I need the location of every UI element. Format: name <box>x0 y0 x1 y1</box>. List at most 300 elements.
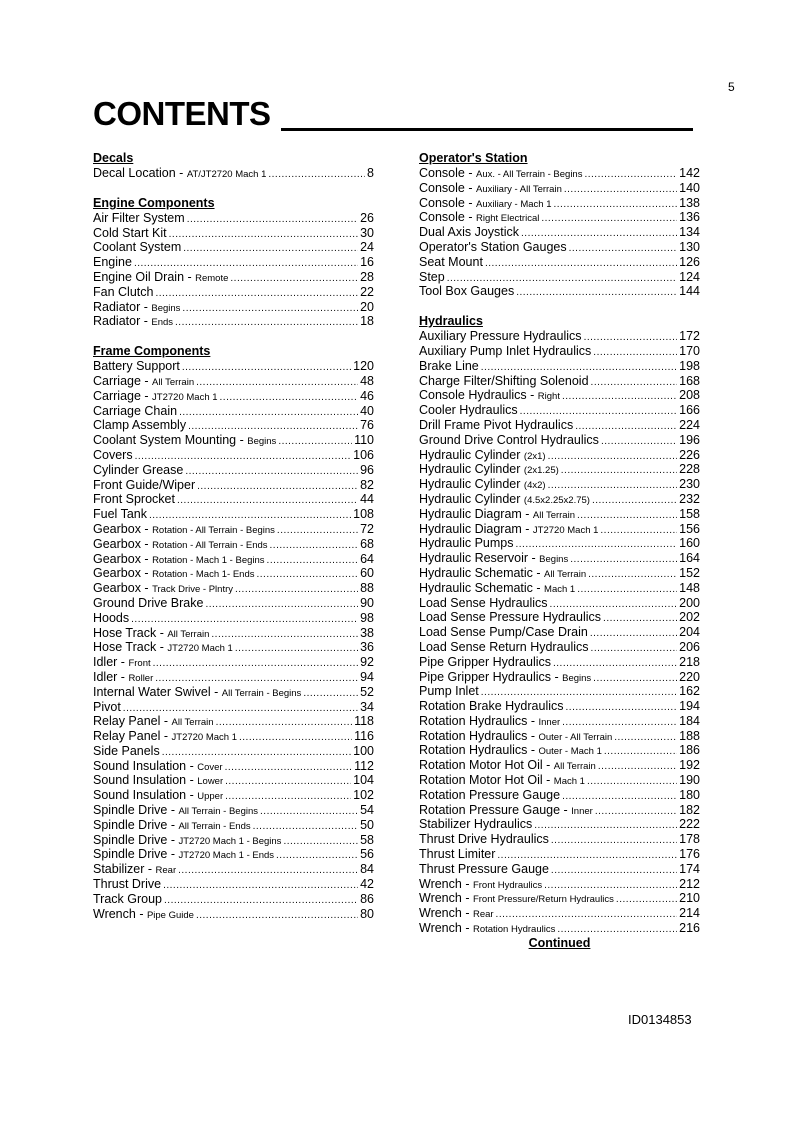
toc-entry[interactable] <box>93 759 374 774</box>
entry-qualifier: JT2720 Mach 1 <box>167 643 233 655</box>
toc-entry[interactable] <box>93 522 374 537</box>
toc-entry[interactable] <box>419 388 700 403</box>
dot-leader <box>235 583 358 598</box>
entry-name: Gearbox <box>93 566 141 581</box>
entry-page-number: 226 <box>679 447 700 462</box>
entry-title <box>419 640 589 655</box>
entry-qualifier: AT/JT2720 Mach 1 <box>186 169 267 180</box>
toc-entry[interactable] <box>419 433 700 448</box>
entry-qualifier: Right Electrical <box>475 213 540 225</box>
entry-title <box>93 507 147 522</box>
section-heading: Frame Components <box>93 344 211 359</box>
dot-leader <box>197 480 358 495</box>
toc-entry[interactable] <box>93 418 374 433</box>
toc-entry[interactable] <box>419 329 700 344</box>
toc-entry[interactable] <box>93 492 374 507</box>
entry-name: Hydraulic Diagram <box>419 506 522 521</box>
entry-page-number: 88 <box>360 581 374 596</box>
entry-title: Gearbox - Track Drive - Plntry <box>93 581 233 596</box>
toc-right-column <box>419 151 700 951</box>
dot-leader <box>205 598 358 613</box>
dot-leader <box>185 465 358 480</box>
entry-title <box>419 817 532 832</box>
dot-leader <box>569 242 678 257</box>
entry-title: Hose Track - JT2720 Mach 1 <box>93 640 233 655</box>
toc-entry[interactable] <box>419 817 700 832</box>
dot-leader <box>270 539 359 554</box>
dot-leader <box>551 864 677 879</box>
entry-page-number: 50 <box>360 817 374 832</box>
toc-entry[interactable] <box>419 610 700 625</box>
entry-name: Sound Insulation <box>93 773 187 788</box>
entry-page-number: 28 <box>360 269 374 284</box>
toc-entry[interactable] <box>93 847 374 862</box>
dot-leader <box>183 242 358 257</box>
entry-page-number: 152 <box>679 565 700 580</box>
entry-page-number: 168 <box>679 373 700 388</box>
entry-page-number: 58 <box>360 832 374 847</box>
dot-leader <box>516 286 677 301</box>
entry-page-number: 124 <box>679 269 700 284</box>
toc-entry[interactable] <box>93 581 374 596</box>
entry-qualifier: JT2720 Mach 1 - Begins <box>178 835 282 847</box>
entry-title <box>93 492 175 507</box>
entry-page-number: 194 <box>679 699 700 714</box>
entry-page-number: 48 <box>360 373 374 388</box>
dot-leader <box>551 834 677 849</box>
entry-title: Hydraulic Diagram - JT2720 Mach 1 <box>419 521 599 536</box>
entry-name: Dual Axis Joystick <box>419 225 520 240</box>
entry-name: Spindle Drive <box>93 803 168 818</box>
toc-entry[interactable] <box>93 892 374 907</box>
entry-qualifier: Aux. - All Terrain - Begins <box>475 169 583 180</box>
entry-title: Console - Right Electrical <box>419 210 540 225</box>
entry-name: Carriage <box>93 388 141 403</box>
entry-page-number: 54 <box>360 803 374 818</box>
entry-qualifier: Auxiliary - Mach 1 <box>475 198 552 210</box>
toc-entry[interactable] <box>93 314 374 329</box>
entry-title <box>419 832 549 847</box>
entry-title: Sound Insulation - Upper <box>93 788 224 803</box>
entry-qualifier: Outer - All Terrain <box>538 731 613 743</box>
toc-entry[interactable] <box>419 566 700 581</box>
toc-entry[interactable] <box>419 670 700 685</box>
entry-page-number: 76 <box>360 418 374 433</box>
entry-qualifier: All Terrain <box>167 628 210 640</box>
entry-page-number: 140 <box>679 180 700 195</box>
entry-name: Load Sense Return Hydraulics <box>419 639 589 654</box>
toc-entry[interactable] <box>93 552 374 567</box>
toc-entry[interactable] <box>419 255 700 270</box>
entry-qualifier: All Terrain <box>532 509 575 521</box>
toc-entry[interactable] <box>93 685 374 700</box>
entry-name: Carriage <box>93 373 141 388</box>
toc-entry[interactable] <box>93 478 374 493</box>
toc-entry[interactable] <box>93 596 374 611</box>
section-heading: Operator's Station <box>419 151 528 165</box>
entry-title: Wrench - Rear <box>419 906 494 921</box>
toc-entry[interactable] <box>419 477 700 492</box>
toc-entry[interactable] <box>93 907 374 922</box>
entry-qualifier: (2x1) <box>523 450 546 462</box>
entry-name: Load Sense Pump/Case Drain <box>419 625 588 640</box>
entry-name: Track Group <box>93 891 163 906</box>
toc-left-column <box>93 151 374 936</box>
entry-title: Console - Aux. - All Terrain - Begins <box>419 166 583 180</box>
entry-page-number: 230 <box>679 477 700 492</box>
toc-section-operator-s-station <box>419 151 700 299</box>
toc-entry[interactable] <box>419 891 700 906</box>
dot-leader <box>587 775 677 790</box>
entry-name: Rotation Pressure Gauge <box>419 802 561 817</box>
toc-entry[interactable] <box>419 862 700 877</box>
entry-name: Hydraulic Schematic <box>419 565 533 580</box>
toc-entry[interactable] <box>419 551 700 566</box>
toc-entry[interactable] <box>93 166 374 181</box>
toc-entry[interactable] <box>419 507 700 522</box>
toc-entry[interactable] <box>93 463 374 478</box>
entry-name: Coolant System <box>93 240 182 255</box>
entry-qualifier: Ends <box>151 317 174 329</box>
toc-entry[interactable] <box>93 433 374 448</box>
toc-entry[interactable] <box>93 374 374 389</box>
entry-name: Relay Panel <box>93 714 161 729</box>
entry-name: Pipe Gripper Hydraulics <box>419 654 551 669</box>
toc-entry[interactable] <box>419 773 700 788</box>
toc-entry[interactable] <box>419 344 700 359</box>
entry-name: Stabilizer <box>93 862 145 877</box>
entry-title <box>93 255 132 270</box>
entry-qualifier: Begins <box>247 436 277 448</box>
toc-entry[interactable] <box>419 522 700 537</box>
entry-qualifier: Rear <box>472 909 494 921</box>
dot-leader <box>187 213 358 228</box>
entry-title <box>93 700 121 715</box>
entry-name: Ground Drive Control Hydraulics <box>419 432 599 447</box>
entry-page-number: 162 <box>679 684 700 699</box>
entry-title: Internal Water Swivel - All Terrain - Begins <box>93 684 302 699</box>
entry-title <box>419 374 589 389</box>
entry-qualifier: All Terrain - Begins <box>221 687 302 699</box>
entry-page-number: 148 <box>679 580 700 595</box>
entry-title <box>419 536 513 551</box>
entry-page-number: 218 <box>679 654 700 669</box>
toc-entry[interactable] <box>419 906 700 921</box>
dot-leader <box>562 390 677 405</box>
dot-leader <box>591 376 678 391</box>
toc-entry[interactable] <box>93 285 374 300</box>
entry-page-number: 210 <box>679 891 700 906</box>
toc-entry[interactable] <box>93 700 374 715</box>
dot-leader <box>196 909 358 924</box>
entry-qualifier: Track Drive - Plntry <box>152 584 233 596</box>
entry-page-number: 8 <box>367 166 374 180</box>
entry-title: Hydraulic Schematic - All Terrain <box>419 565 587 580</box>
toc-entry[interactable] <box>419 462 700 477</box>
entry-name: Thrust Drive Hydraulics <box>419 832 549 847</box>
entry-page-number: 172 <box>679 329 700 344</box>
toc-entry[interactable] <box>419 359 700 374</box>
dot-leader <box>182 361 351 376</box>
toc-entry[interactable] <box>93 255 374 270</box>
dot-leader <box>593 346 677 361</box>
entry-name: Thrust Pressure Gauge <box>419 861 549 876</box>
toc-entry[interactable] <box>93 729 374 744</box>
entry-qualifier: Rotation - Mach 1- Ends <box>152 569 255 581</box>
toc-entry[interactable] <box>419 803 700 818</box>
entry-title <box>93 744 160 759</box>
entry-name: Spindle Drive <box>93 832 168 847</box>
entry-title: Radiator - Begins <box>93 299 181 314</box>
toc-entry[interactable] <box>419 374 700 389</box>
entry-page-number: 164 <box>679 551 700 566</box>
toc-entry[interactable] <box>419 743 700 758</box>
entry-title: Wrench - Front Hydraulics <box>419 876 543 891</box>
entry-name: Decal Location <box>93 166 176 180</box>
entry-title: Decal Location - AT/JT2720 Mach 1 <box>93 166 267 180</box>
entry-qualifier: (4x2) <box>523 480 546 492</box>
toc-entry[interactable] <box>93 670 374 685</box>
entry-page-number: 134 <box>679 225 700 240</box>
entry-qualifier: Front Pressure/Return Hydraulics <box>472 894 614 906</box>
dot-leader <box>268 168 365 183</box>
toc-entry[interactable] <box>93 803 374 818</box>
entry-title: Rotation Motor Hot Oil - All Terrain <box>419 758 596 773</box>
entry-name: Step <box>419 269 445 284</box>
entry-qualifier: (4.5x2.25x2.75) <box>523 494 590 506</box>
toc-entry[interactable] <box>93 448 374 463</box>
entry-name: Fuel Tank <box>93 507 147 522</box>
toc-entry[interactable] <box>93 611 374 626</box>
toc-entry[interactable] <box>419 684 700 699</box>
toc-entry[interactable] <box>93 640 374 655</box>
entry-name: Gearbox <box>93 581 141 596</box>
toc-entry[interactable] <box>93 507 374 522</box>
dot-leader <box>601 435 677 450</box>
entry-page-number: 16 <box>360 255 374 270</box>
toc-entry[interactable] <box>419 210 700 225</box>
toc-entry[interactable] <box>419 284 700 299</box>
entry-qualifier: Rotation - All Terrain - Begins <box>152 524 275 536</box>
toc-entry[interactable] <box>419 181 700 196</box>
entry-page-number: 42 <box>360 877 374 892</box>
entry-name: Load Sense Pressure Hydraulics <box>419 610 602 625</box>
entry-page-number: 160 <box>679 536 700 551</box>
entry-page-number: 112 <box>354 758 374 773</box>
dot-leader <box>278 435 352 450</box>
toc-entry[interactable] <box>419 270 700 285</box>
entry-name: Cylinder Grease <box>93 462 184 477</box>
toc-entry[interactable] <box>419 729 700 744</box>
dot-leader <box>485 257 677 272</box>
toc-entry[interactable] <box>93 655 374 670</box>
entry-qualifier: Rotation Hydraulics <box>472 924 556 936</box>
entry-qualifier: Front Hydraulics <box>472 879 543 891</box>
toc-entry[interactable] <box>419 581 700 596</box>
entry-title: Wrench - Rotation Hydraulics <box>419 921 556 936</box>
toc-entry[interactable] <box>419 448 700 463</box>
entry-title: Hydraulic Schematic - Mach 1 <box>419 580 576 595</box>
toc-entry[interactable] <box>419 240 700 255</box>
entry-name: Drill Frame Pivot Hydraulics <box>419 417 574 432</box>
entry-title <box>419 610 601 625</box>
section-heading: Engine Components <box>93 195 215 210</box>
entry-title <box>419 240 567 255</box>
entry-page-number: 182 <box>679 802 700 817</box>
dot-leader <box>163 879 358 894</box>
toc-entry[interactable] <box>93 537 374 552</box>
dot-leader <box>564 183 677 198</box>
entry-title: Carriage - JT2720 Mach 1 <box>93 388 218 403</box>
toc-entry[interactable] <box>419 640 700 655</box>
entry-title <box>419 655 551 670</box>
toc-entry[interactable] <box>93 240 374 255</box>
dot-leader <box>153 657 358 672</box>
entry-title <box>93 463 183 478</box>
entry-title <box>419 596 548 611</box>
toc-entry[interactable] <box>419 225 700 240</box>
toc-entry[interactable] <box>419 877 700 892</box>
entry-qualifier: Pipe Guide <box>146 909 194 921</box>
toc-entry[interactable] <box>419 699 700 714</box>
entry-title <box>419 344 591 359</box>
toc-entry[interactable] <box>419 536 700 551</box>
entry-page-number: 96 <box>360 462 374 477</box>
toc-entry[interactable] <box>419 758 700 773</box>
entry-title: Pipe Gripper Hydraulics - Begins <box>419 669 592 684</box>
entry-qualifier: Cover <box>197 761 223 773</box>
toc-entry[interactable] <box>419 196 700 211</box>
dot-leader <box>577 583 677 598</box>
entry-title <box>419 403 518 418</box>
toc-entry[interactable] <box>419 847 700 862</box>
toc-entry[interactable] <box>419 832 700 847</box>
entry-name: Coolant System Mounting <box>93 433 237 448</box>
dot-leader <box>566 701 678 716</box>
toc-entry[interactable] <box>93 211 374 226</box>
toc-entry[interactable] <box>419 418 700 433</box>
entry-name: Wrench <box>93 906 136 921</box>
toc-entry[interactable] <box>93 359 374 374</box>
entry-page-number: 228 <box>679 462 700 477</box>
entry-qualifier: Rear <box>155 865 177 877</box>
entry-page-number: 196 <box>679 432 700 447</box>
toc-entry[interactable] <box>93 714 374 729</box>
entry-title: Spindle Drive - All Terrain - Begins <box>93 803 259 818</box>
toc-entry[interactable] <box>419 714 700 729</box>
entry-qualifier: Front <box>128 658 151 670</box>
entry-qualifier: Right <box>537 391 560 403</box>
toc-entry[interactable] <box>93 404 374 419</box>
entry-name: Auxiliary Pump Inlet Hydraulics <box>419 343 592 358</box>
entry-title: Rotation Motor Hot Oil - Mach 1 <box>419 773 585 788</box>
entry-page-number: 46 <box>360 388 374 403</box>
dot-leader <box>225 775 351 790</box>
entry-page-number: 60 <box>360 566 374 581</box>
entry-name: Hoods <box>93 610 130 625</box>
dot-leader <box>179 406 358 421</box>
toc-entry[interactable] <box>93 300 374 315</box>
dot-leader <box>584 168 677 183</box>
entry-title <box>93 226 167 241</box>
toc-entry[interactable] <box>93 877 374 892</box>
entry-name: Hydraulic Reservoir <box>419 551 529 566</box>
toc-entry[interactable] <box>419 596 700 611</box>
entry-title <box>93 240 181 255</box>
toc-entry[interactable] <box>93 744 374 759</box>
entry-title: Stabilizer - Rear <box>93 862 177 877</box>
toc-entry[interactable] <box>93 566 374 581</box>
entry-page-number: 36 <box>360 640 374 655</box>
entry-name: Console <box>419 195 465 210</box>
entry-name: Wrench <box>419 921 462 936</box>
entry-qualifier: Begins <box>151 302 181 314</box>
entry-page-number: 86 <box>360 891 374 906</box>
toc-entry[interactable] <box>93 773 374 788</box>
toc-entry[interactable] <box>419 492 700 507</box>
toc-entry[interactable] <box>93 270 374 285</box>
entry-name: Clamp Assembly <box>93 418 187 433</box>
entry-qualifier: JT2720 Mach 1 <box>532 524 599 536</box>
entry-name: Console <box>419 210 465 225</box>
toc-entry[interactable] <box>93 226 374 241</box>
entry-name: Auxiliary Pressure Hydraulics <box>419 329 582 344</box>
toc-entry[interactable] <box>93 788 374 803</box>
entry-page-number: 198 <box>679 358 700 373</box>
entry-qualifier: Begins <box>539 554 569 566</box>
entry-page-number: 108 <box>353 507 374 522</box>
toc-entry[interactable] <box>419 788 700 803</box>
entry-name: Cold Start Kit <box>93 225 167 240</box>
toc-entry[interactable] <box>93 626 374 641</box>
entry-page-number: 120 <box>353 359 374 374</box>
entry-qualifier: All Terrain - Ends <box>178 820 251 832</box>
entry-page-number: 188 <box>679 728 700 743</box>
entry-name: Wrench <box>419 906 462 921</box>
dot-leader <box>604 745 677 760</box>
entry-qualifier: All Terrain <box>553 761 596 773</box>
toc-entry[interactable] <box>93 389 374 404</box>
entry-qualifier: JT2720 Mach 1 <box>171 732 237 744</box>
dot-leader <box>598 760 677 775</box>
toc-entry[interactable] <box>93 833 374 848</box>
entry-title <box>93 892 162 907</box>
entry-name: Front Guide/Wiper <box>93 477 196 492</box>
entry-title: Console - Auxiliary - All Terrain <box>419 180 562 195</box>
entry-page-number: 212 <box>679 876 700 891</box>
toc-entry[interactable] <box>93 818 374 833</box>
continued-link[interactable]: Continued <box>528 935 591 950</box>
entry-name: Seat Mount <box>419 254 483 269</box>
toc-entry[interactable] <box>93 862 374 877</box>
toc-entry[interactable] <box>419 921 700 936</box>
entry-page-number: 174 <box>679 861 700 876</box>
entry-page-number: 200 <box>679 595 700 610</box>
section-heading: Decals <box>93 151 134 165</box>
entry-name: Radiator <box>93 299 141 314</box>
entry-qualifier: Mach 1 <box>544 583 576 595</box>
toc-entry[interactable] <box>419 655 700 670</box>
toc-entry[interactable] <box>419 166 700 181</box>
entry-title: Hydraulic Diagram - All Terrain <box>419 506 575 521</box>
toc-entry[interactable] <box>419 625 700 640</box>
entry-page-number: 26 <box>360 210 374 225</box>
dot-leader <box>169 228 358 243</box>
dot-leader <box>175 316 358 331</box>
entry-page-number: 130 <box>679 239 700 254</box>
toc-entry[interactable] <box>419 403 700 418</box>
dot-leader <box>603 612 677 627</box>
